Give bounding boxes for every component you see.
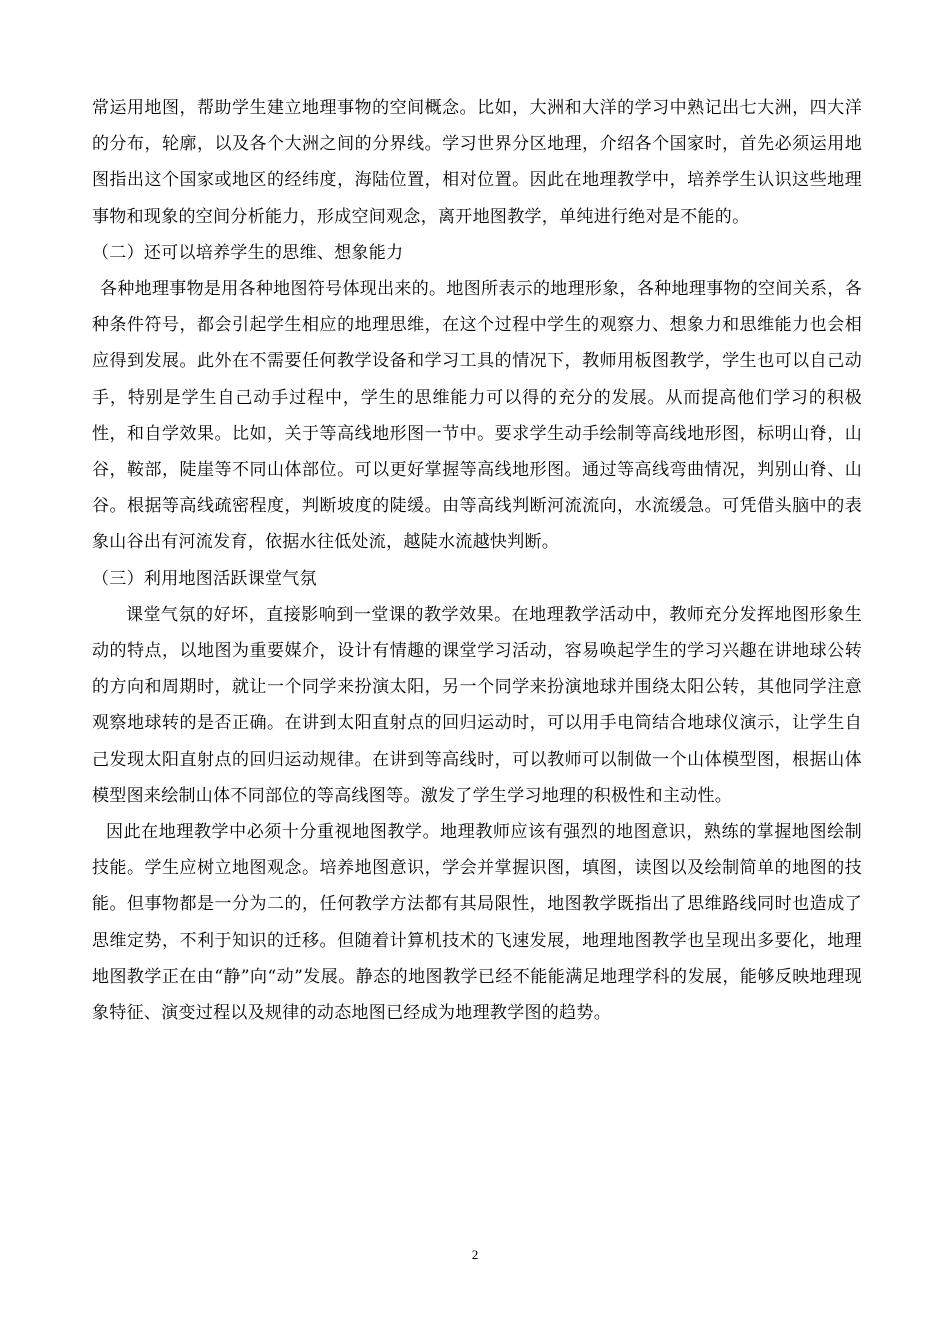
section-heading-two: （二）还可以培养学生的思维、想象能力 xyxy=(92,242,404,263)
paragraph-conclusion: 因此在地理教学中必须十分重视地图教学。地理教师应该有强烈的地图意识，熟练的掌握地图绘制技能。学生应树立地图观念。培养地图意识，学会并掌握识图，填图，读图以及绘制简单的地图的技能。但事物都是一分为二的，任何教学方法都有其局限性，地图教学既指出了思维路线同时也造成了思维定势，不利于知识的迁移。但随着计算机技术的飞速发展，地理地图教学也呈现出多要化，地理地图教学正在由“静”向“动”发展。静态的地图教学已经不能能满足地理学科的发展，能够反映地理现象特征、演变过程以及规律的动态地图已经成为地理教学图的趋势。 xyxy=(92,822,862,1024)
paragraph-continuation: 常运用地图，帮助学生建立地理事物的空间概念。比如，大洲和大洋的学习中熟记出七大洲，四大洋的分布，轮廓，以及各个大洲之间的分界线。学习世界分区地理，介绍各个国家时，首先必须运用地图指出这个国家或地区的经纬度，海陆位置，相对位置。因此在地理教学中，培养学生认识这些地理事物和现象的空间分析能力，形成空间观念，离开地图教学，单纯进行绝对是不能的。 xyxy=(92,98,862,227)
paragraph-thinking-ability: 各种地理事物是用各种地图符号体现出来的。地图所表示的地理形象，各种地理事物的空间关系，各种条件符号，都会引起学生相应的地理思维，在这个过程中学生的观察力、想象力和思维能力也会相应得到发展。此外在不需要任何教学设备和学习工具的情况下，教师用板图教学，学生也可以自己动手，特别是学生自己动手过程中，学生的思维能力可以得的充分的发展。从而提高他们学习的积极性，和自学效果。比如，关于等高线地形图一节中。要求学生动手绘制等高线地形图，标明山脊，山谷，鞍部，陡崖等不同山体部位。可以更好掌握等高线地形图。通过等高线弯曲情况，判别山脊、山谷。根据等高线疏密程度，判断坡度的陡缓。由等高线判断河流流向，水流缓急。可凭借头脑中的表象山谷出有河流发育，依据水往低处流，越陡水流越快判断。 xyxy=(92,279,862,553)
section-heading-three: （三）利用地图活跃课堂气氛 xyxy=(92,568,317,589)
paragraph-classroom-atmosphere: 课堂气氛的好坏，直接影响到一堂课的教学效果。在地理教学活动中，教师充分发挥地图形象生动的特点，以地图为重要媒介，设计有情趣的课堂学习活动，容易唤起学生的学习兴趣在讲地球公转的方向和周期时，就让一个同学来扮演太阳，另一个同学来扮演地球并围绕太阳公转，其他同学注意观察地球转的是否正确。在讲到太阳直射点的回归运动时，可以用手电筒结合地球仪演示，让学生自己发现太阳直射点的回归运动规律。在讲到等高线时，可以教师可以制做一个山体模型图，根据山体模型图来绘制山体不同部位的等高线图等。激发了学生学习地理的积极性和主动性。 xyxy=(92,604,862,806)
page-number: 2 xyxy=(471,1247,479,1262)
document-body xyxy=(92,90,862,1031)
